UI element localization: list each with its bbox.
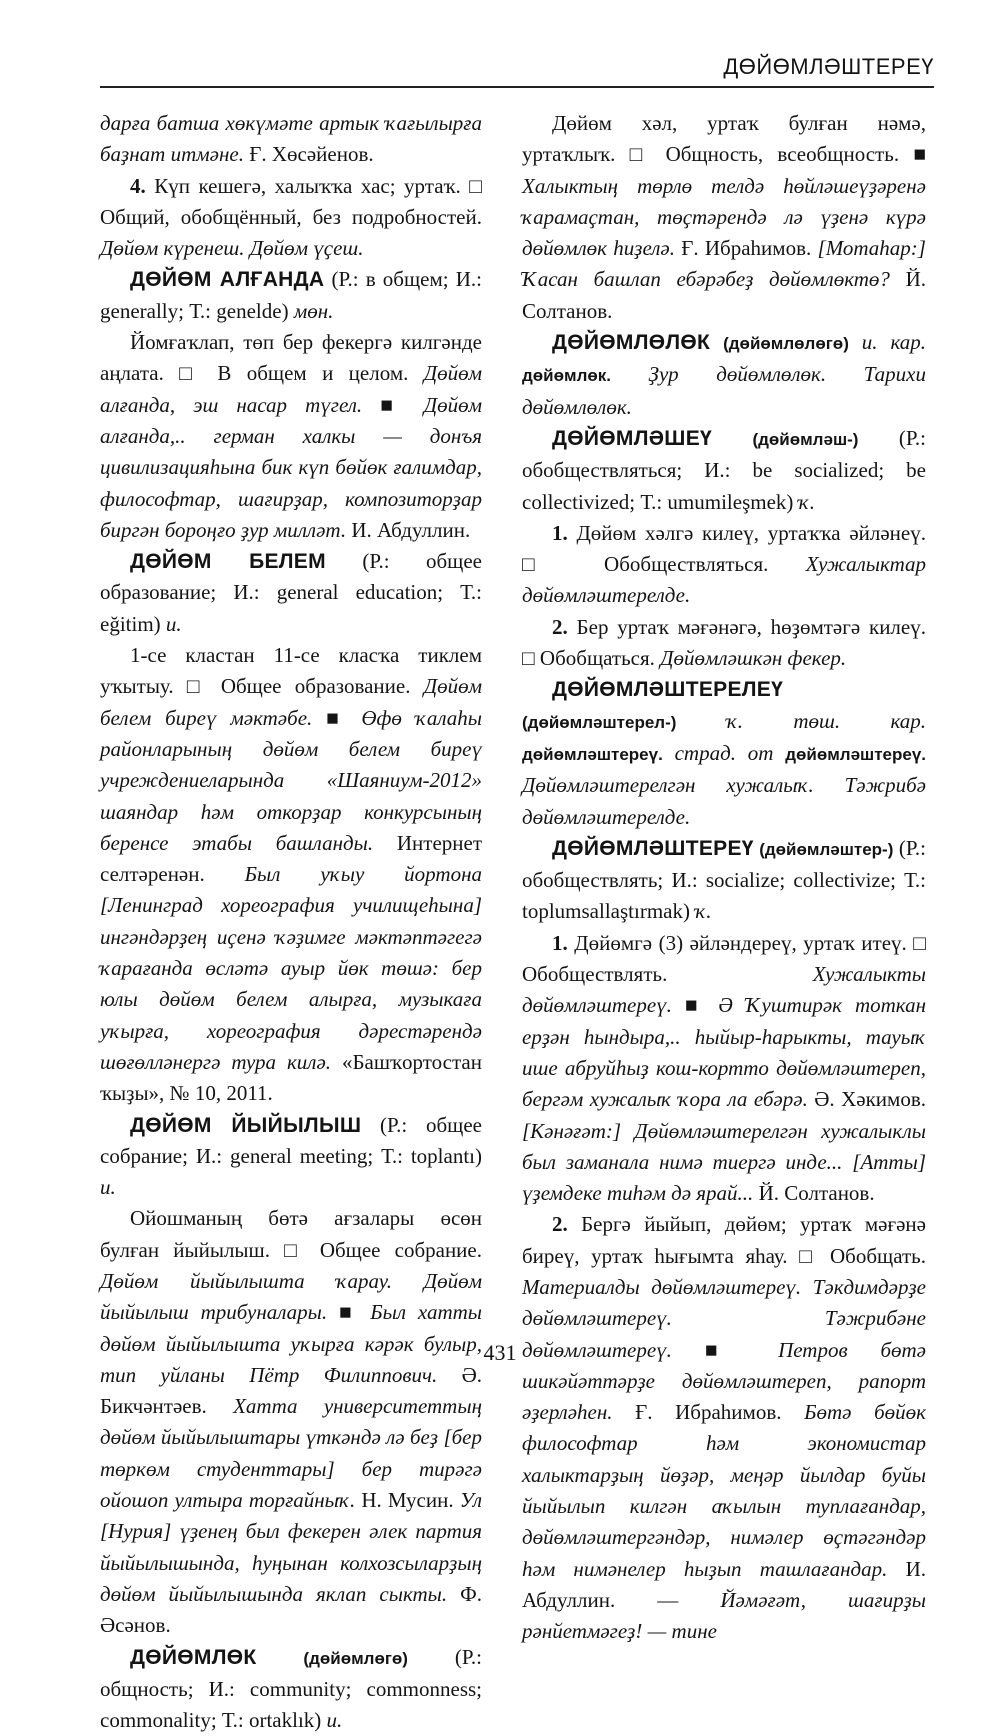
text-run: Дөйөм хәл, уртаҡ булған нәмә, уртаҡлыҡ. □ Общность, всеобщность. ■: [522, 111, 926, 167]
headword: ДӨЙӨМ БЕЛЕМ: [130, 550, 326, 574]
dictionary-paragraph: [522, 518, 926, 612]
example-text: Бөтә бөйөк философтар һәм экономистар халыктарҙың йөҙәр, меңәр йылдар буйы йыйылып килгән аҡылын туплағандар, дөйөмләштергәндәр, нимәлер өҫтәгәндәр һәм нимәнелер һыҙып ташлағандар.: [522, 1400, 926, 1581]
dictionary-paragraph: [522, 612, 926, 675]
dictionary-paragraph: [100, 264, 482, 327]
example-text: и.: [326, 1708, 343, 1733]
text-run: Ғ. Ибраһимов.: [674, 236, 818, 261]
headword: ДӨЙӨМЛӘШТЕРЕЛЕҮ: [552, 678, 784, 702]
text-run: [773, 741, 785, 765]
example-text: Ул [Нурия] үҙенең был фекерен әлек партия йыйылышында, һуңынан колхозсыларҙың дөйөм йыйылышында яклап сыкты.: [100, 1488, 482, 1606]
example-text: Дөйөм алғанда,.. герман халкы — донъя цивилизацияһына бик күп бөйөк ғалимдар, философтар, шағирҙар, композиторҙар биргән бороңғо ҙур милләт.: [100, 392, 482, 542]
text-run: Ә. Бикчәнтәев.: [100, 1362, 482, 1419]
example-text: Дөйөм йыйылышта ҡарау. Дөйөм йыйылыш трибуналары.: [100, 1268, 482, 1325]
dictionary-paragraph: [100, 546, 482, 640]
text-run: ■: [671, 993, 719, 1018]
sense-number: 1.: [552, 520, 568, 545]
text-run: Ғ. Хөсәйенов.: [243, 142, 374, 167]
headword-form: дөйөмләштереү.: [785, 744, 926, 764]
text-run: Ф. Әсәнов.: [100, 1581, 483, 1638]
sense-number: 4.: [130, 173, 146, 198]
example-text: ҡ.: [798, 489, 815, 514]
sense-number: 2.: [552, 614, 568, 639]
example-text: Хатта университеттың дөйөм йыйылыштары үткәндә лә беҙ [бер төркөм студенттары] бер тирәгә ойошоп ултыра торғайныҡ.: [100, 1394, 482, 1513]
example-text: страд. от: [674, 740, 774, 765]
text-run: (Р.: обобществляться; И.: be socialized; be collectivized; Т.: umumileşmek): [522, 425, 926, 514]
sense-number: 2.: [552, 1212, 568, 1237]
headword-form: (дөйөмләштерел-): [522, 712, 677, 732]
text-run: Интернет селтәренән.: [100, 830, 482, 887]
right-column: [522, 108, 926, 1648]
dictionary-paragraph: [522, 833, 926, 928]
text-run: [712, 426, 752, 450]
example-text: и. кар.: [861, 330, 926, 355]
headword-form: (дөйөмлөлөгө): [723, 334, 849, 354]
text-run: И. Абдуллин. —: [522, 1556, 926, 1612]
text-run: И. Абдуллин.: [346, 517, 471, 542]
headword-form: дөйөмлөк.: [522, 366, 612, 386]
headword: ДӨЙӨМЛӨЛӨК: [552, 331, 711, 355]
text-run: (Р.: общее собрание; И.: general meeting; Т.: toplantı): [100, 1112, 482, 1168]
text-run: Күп кешегә, халыҡҡа хас; уртаҡ. □ Общий, обобщённый, без подробностей.: [100, 173, 482, 229]
text-run: Н. Мусин.: [355, 1488, 460, 1513]
example-text: мөн.: [293, 298, 334, 323]
example-text: ҡ. төш. кар.: [726, 708, 926, 733]
dictionary-paragraph: [100, 1110, 482, 1204]
text-run: 1-се кластан 11-се класҡа тиклем уҡытыу. □ Общее образование.: [100, 643, 482, 699]
text-run: Й. Солтанов.: [522, 267, 927, 323]
example-text: Дөйөмләштерелгән хужалыҡ. Тәжрибә дөйөмләштерелде.: [522, 773, 926, 829]
headword: ДӨЙӨМЛӨК: [130, 1645, 257, 1669]
dictionary-paragraph: [522, 327, 926, 423]
text-run: [257, 1645, 304, 1669]
example-text: Дөйөм алғанда, эш насар түгел.: [100, 361, 482, 417]
dictionary-paragraph: [100, 171, 482, 265]
text-run: «Башҡортостан ҡыҙы», № 10, 2011.: [100, 1049, 482, 1106]
sense-number: 1.: [552, 930, 568, 955]
headword: ДӨЙӨМ ЙЫЙЫЛЫШ: [130, 1113, 362, 1137]
example-text: Хужалыкты дөйөмләштереү.: [522, 962, 926, 1018]
headword: ДӨЙӨМ АЛҒАНДА: [130, 268, 325, 292]
text-run: Бергә йыйып, дөйөм; уртаҡ мәғәнә биреү, уртаҡ һығымта яһау. □ Обобщать.: [522, 1212, 926, 1268]
example-text: Ә Ҡуштирәк тоткан ерҙән һындыра,.. һыйыр-һарыкты, тауыҡ ише абруйһыҙ кош-кортто дөйөмләштереп, бергәм хужалыҡ ҡора ла ебәрә.: [522, 993, 926, 1112]
example-text: Дөйөм белем биреү мәктәбе.: [100, 674, 482, 730]
dictionary-paragraph: [100, 1203, 482, 1641]
example-text: ҡ.: [695, 899, 712, 924]
text-run: Ғ. Ибраһимов.: [612, 1400, 805, 1425]
example-text: Был уҡыу йортона [Ленинград хореография училищеһына] ингәндәрҙең иҫенә ҡәҙимге мәктәптәгегә ҡарағанда өсләтә ауыр йөк төшә: бер юлы дөйөм белем алырға, музыкаға уҡырға, хореография дәрестәрендә шөғөлләнергә тура килә.: [100, 862, 482, 1074]
example-text: [Мотаһар:] Ҡасан башлап ебәрәбеҙ дөйөмлөктө?: [522, 236, 926, 292]
text-run: [710, 330, 723, 354]
text-run: Йомғаҡлап, төп бер фекергә килгәнде аңлата. □ В общем и целом.: [100, 330, 482, 386]
example-text: Дөйөм күренеш. Дөйөм үҫеш.: [100, 236, 364, 261]
text-run: Бер уртаҡ мәғәнәгә, һөҙөмтәгә килеү. □ Обобщаться.: [522, 614, 926, 671]
example-text: Петров бөтә шикәйәттәрҙе дөйөмләштереп, рапорт әҙерләһен.: [522, 1337, 926, 1425]
dictionary-paragraph: [100, 1642, 482, 1736]
text-run: [849, 330, 862, 354]
headword-form: (дөйөмләштер-): [759, 839, 894, 859]
text-run: (Р.: общее образование; И.: general education; Т.: eğitim): [100, 549, 482, 636]
example-text: Халыктың төрлө телдә һөйләшеүҙәренә ҡарамаҫтан, төҫтәрендә лә үҙенә күрә дөйөмлөк һиҙелә.: [522, 173, 926, 261]
headword: ДӨЙӨМЛӘШЕҮ: [552, 426, 712, 450]
dictionary-paragraph: [100, 327, 482, 546]
example-text: Ҙур дөйөмлөлөк. Тарихи дөйөмлөлөк.: [522, 362, 926, 419]
text-run: [663, 741, 675, 765]
example-text: и.: [165, 611, 182, 636]
text-run: [676, 709, 726, 733]
text-run: Ә. Хәкимов.: [807, 1087, 926, 1112]
example-text: Йәмәғәт, шағирҙы рәнйетмәгеҙ! — тине: [522, 1587, 926, 1644]
text-run: Ойошманың бөтә ағзалары өсөн булған йыйылыш. □ Общее собрание.: [100, 1206, 482, 1262]
example-text: Дөйөмләшкән фекер.: [660, 646, 847, 671]
dictionary-paragraph: [522, 423, 926, 518]
headword-form: (дөйөмләш-): [752, 429, 859, 449]
text-run: ■: [671, 1337, 779, 1362]
dictionary-paragraph: [522, 1209, 926, 1647]
text-run: ■: [312, 705, 362, 730]
example-text: Материалды дөйөмләштереү. Тәкдимдәрҙе дөйөмләштереү. Тәжрибәне дөйөмләштереү.: [522, 1274, 926, 1362]
text-run: ■: [327, 1300, 371, 1325]
headword-form: (дөйөмлөгө): [303, 1648, 408, 1668]
text-run: (Р.: в общем; И.: generally; Т.: genelde): [100, 267, 482, 323]
dictionary-paragraph: [522, 928, 926, 1210]
dictionary-paragraph: [100, 108, 482, 171]
example-text: Өфө ҡалаһы районларының дөйөм белем биреү учреждениеларында «Шаяниум-2012» шаяндар һәм откорҙар конкурсының беренсе этабы башланды.: [100, 705, 482, 855]
text-run: Дөйөмгә (3) әйләндереү, уртаҡ итеү. □ Обобществлять.: [522, 930, 926, 987]
dictionary-paragraph: [100, 640, 482, 1109]
text-run: Дөйөм хәлгә килеү, уртаҡҡа әйләнеү. □ Обобществляться.: [522, 520, 926, 577]
running-head: ДӨЙӨМЛӘШТЕРЕҮ: [100, 54, 934, 88]
example-text: дарға батша хөкүмәте артык ҡағылырға баҙнат итмәне.: [100, 111, 482, 167]
dictionary-paragraph: [522, 674, 926, 832]
page-number: 431: [483, 1340, 517, 1365]
dictionary-paragraph: [522, 108, 926, 327]
example-text: [Кәнәғәт:] Дөйөмләштерелгән хужалыклы был заманала нимә тиергә инде... [Атты] үҙемдеке тиһәм дә ярай...: [522, 1118, 926, 1206]
headword: ДӨЙӨМЛӘШТЕРЕҮ: [552, 836, 754, 860]
text-run: (Р.: общность; И.: community; commonness; commonality; Т.: ortaklık): [100, 1644, 482, 1733]
text-run: ■: [362, 392, 424, 417]
text-run: Й. Солтанов.: [753, 1181, 875, 1206]
headword-form: дөйөмләштереү.: [522, 744, 663, 764]
text-run: [611, 362, 649, 386]
example-text: Был хатты дөйөм йыйылышта уҡырға кәрәк булыр, тип уйланы Пётр Филиппович.: [100, 1300, 483, 1387]
text-run: (Р.: обобществлять; И.: socialize; collectivize; Т.: toplumsallaştırmak): [522, 835, 926, 924]
left-column: [100, 108, 482, 1736]
example-text: Хужалыктар дөйөмләштерелде.: [522, 552, 926, 608]
example-text: и.: [100, 1175, 116, 1200]
